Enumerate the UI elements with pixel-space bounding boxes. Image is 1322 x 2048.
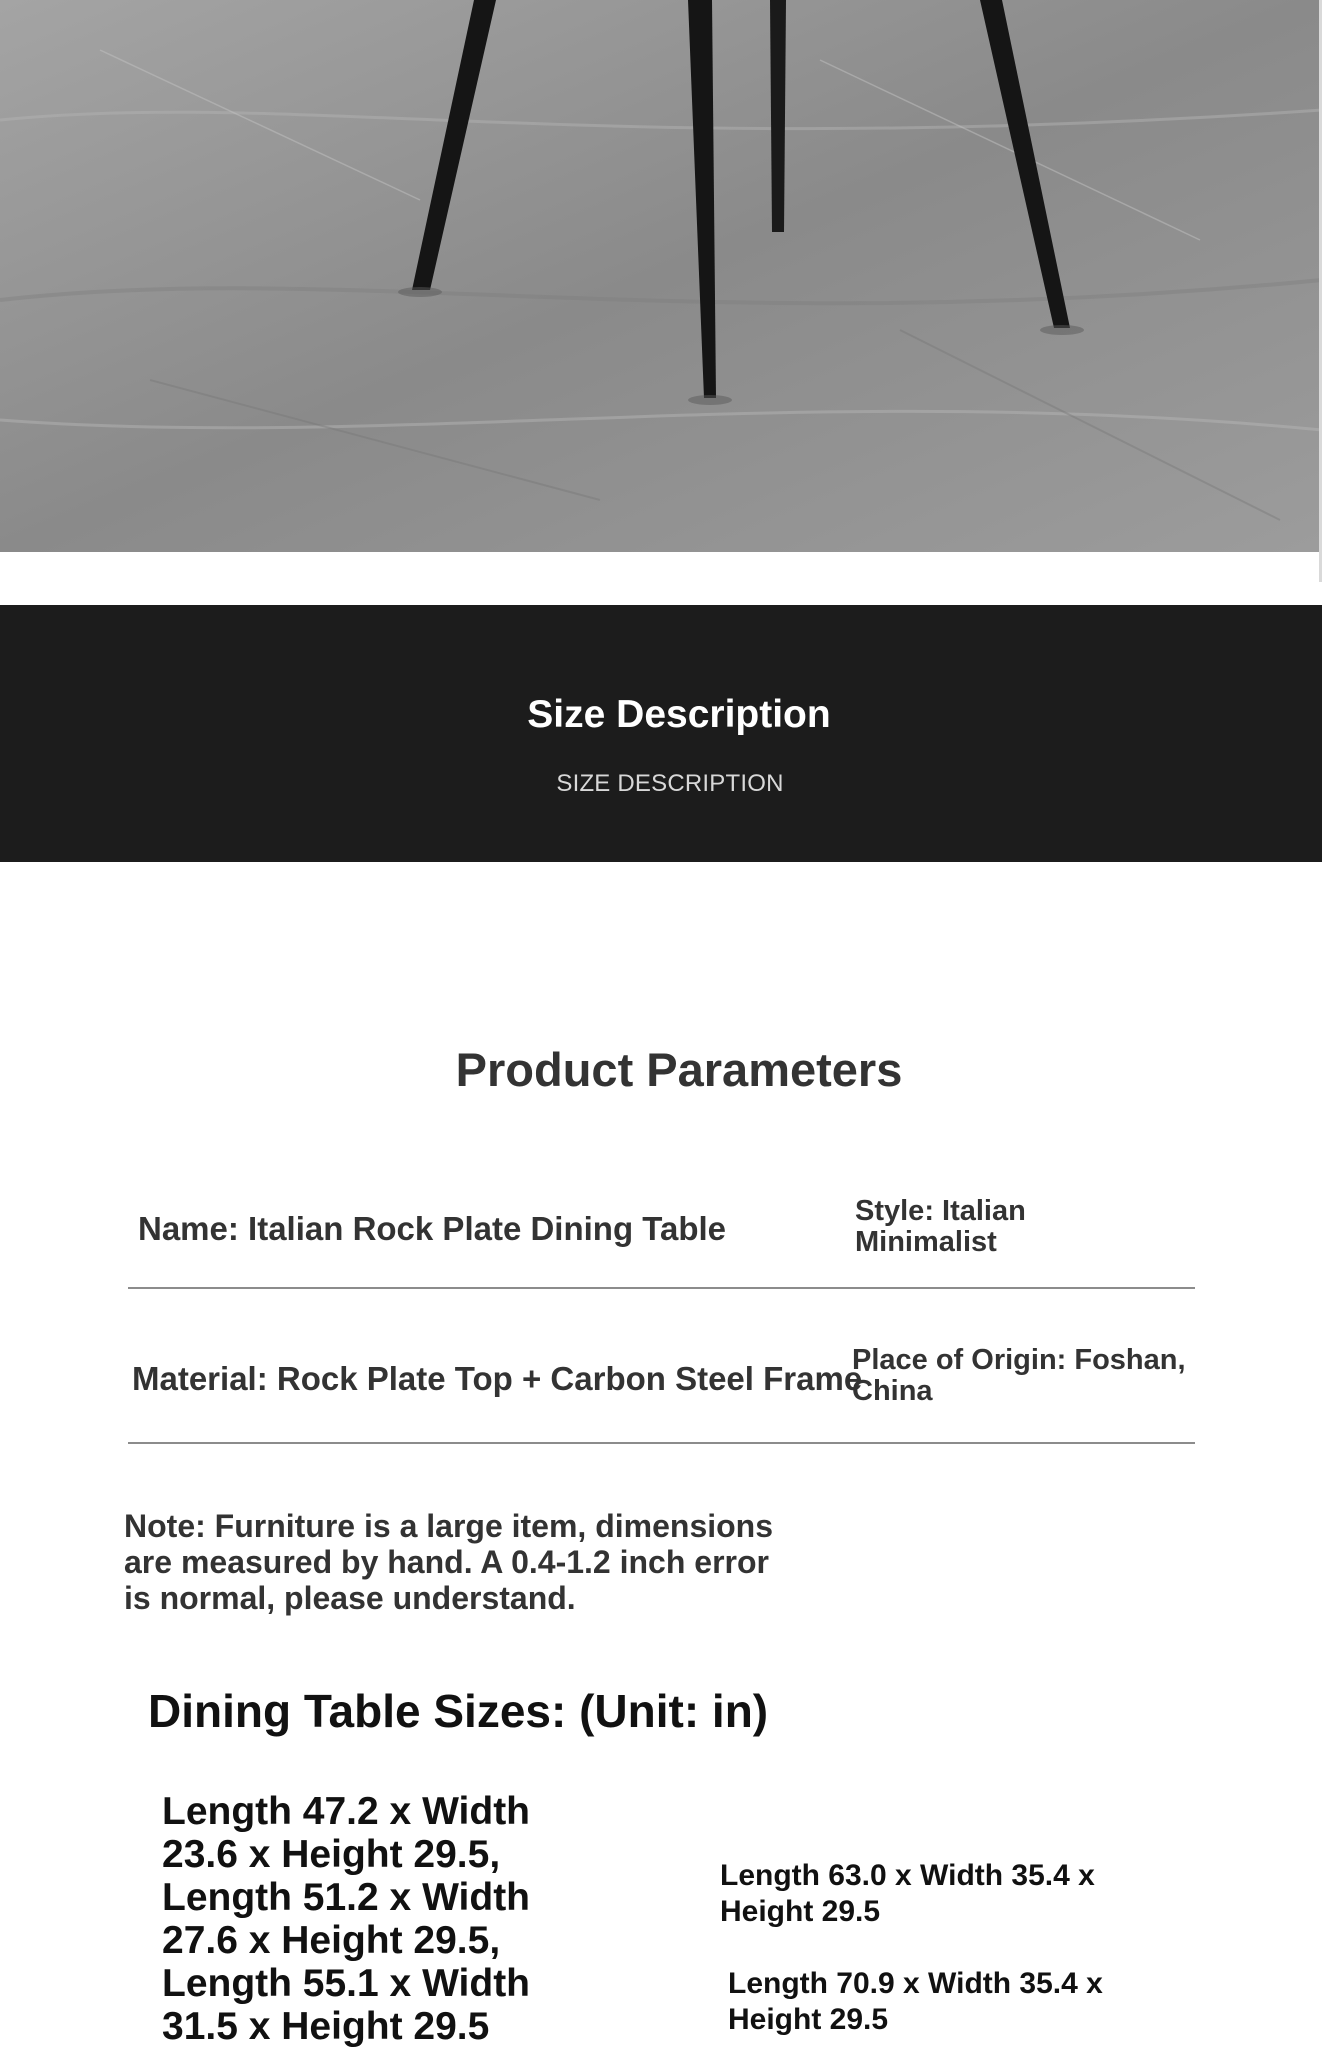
size-description-subtitle: SIZE DESCRIPTION — [556, 770, 784, 797]
param-divider — [128, 1287, 1195, 1289]
param-material: Material: Rock Plate Top + Carbon Steel Frame — [132, 1360, 863, 1397]
param-divider — [128, 1442, 1195, 1444]
measurement-note: Note: Furniture is a large item, dimensions are measured by hand. A 0.4-1.2 inch error is normal, please understand. — [124, 1508, 774, 1616]
param-name: Name: Italian Rock Plate Dining Table — [138, 1210, 727, 1247]
param-origin: Place of Origin: Foshan, China — [852, 1344, 1186, 1407]
size-item: Length 63.0 x Width 35.4 x Height 29.5 — [720, 1859, 1095, 1928]
size-description-banner — [0, 605, 1322, 862]
size-description-title: Size Description — [527, 693, 831, 736]
table-legs-illustration — [0, 0, 1322, 552]
param-style: Style: Italian Minimalist — [855, 1195, 1026, 1258]
size-list-left: Length 47.2 x Width 23.6 x Height 29.5, Length 51.2 x Width 27.6 x Height 29.5, Length 55.1 x Width 31.5 x Height 29.5 — [162, 1790, 531, 2048]
size-item: Length 70.9 x Width 35.4 x Height 29.5 — [728, 1967, 1103, 2036]
dining-table-sizes-title: Dining Table Sizes: (Unit: in) — [148, 1685, 769, 1737]
hero-product-photo — [0, 0, 1322, 552]
product-parameters-title: Product Parameters — [455, 1043, 903, 1096]
